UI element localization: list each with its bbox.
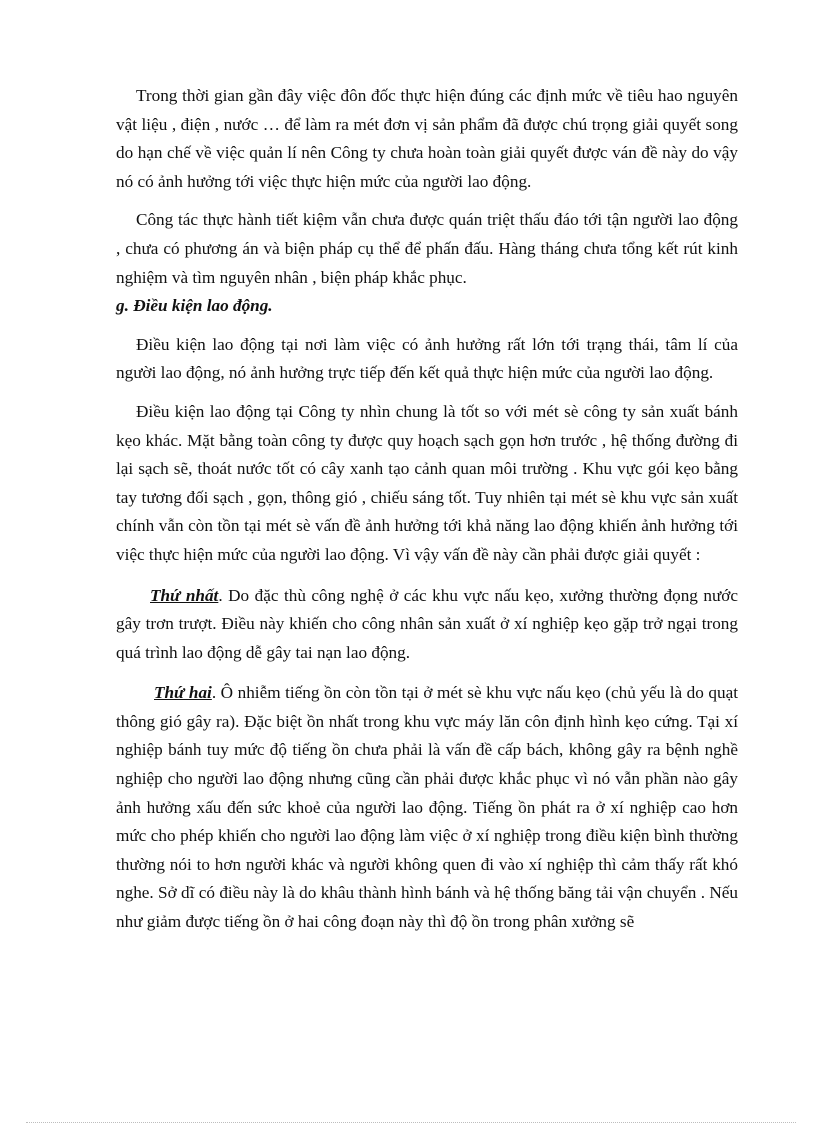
paragraph-point-one bbox=[116, 582, 738, 668]
section-heading: g. Điều kiện lao động. bbox=[116, 296, 273, 316]
paragraph-working-conditions: Điều kiện lao động tại nơi làm việc có ảnh hưởng rất lớn tới trạng thái, tâm lí của người lao động, nó ảnh hưởng trực tiếp đến kết quả thực hiện mức của người lao động. bbox=[116, 334, 738, 383]
point-two-text: . Ô nhiễm tiếng ồn còn tồn tại ở mét sè khu vực nấu kẹo (chủ yếu là do quạt thông gió gây ra). Đặc biệt ồn nhất trong khu vực máy lăn côn định hình kẹo cứng. Tại xí nghiệp bánh tuy mức độ tiếng ồn chưa phải là vấn đề cấp bách, không gây ra bệnh nghề nghiệp cho người lao động nhưng cũng cần phải được khắc phục vì nó vẫn phần nào gây ảnh hưởng xấu đến sức khoẻ của người lao động. Tiếng ồn phát ra ở xí nghiệp cao hơn mức cho phép khiến cho người lao động làm việc ở xí nghiệp trong điều kiện bình thường thường nói to hơn người khác và người không quen đi vào xí nghiệp thì cảm thấy rất khó nghe. Sở dĩ có điều này là do khâu thành hình bánh và hệ thống băng tải vận chuyển . Nếu như giảm được tiếng ồn ở hai công đoạn này thì độ ồn trong phân xưởng sẽ bbox=[116, 683, 738, 932]
document-page bbox=[116, 82, 738, 937]
point-one-text: . Do đặc thù công nghệ ở các khu vực nấu kẹo, xưởng thường đọng nước gây trơn trượt. Điều này khiến cho công nhân sản xuất ở xí nghiệp kẹo gặp trở ngại trong quá trình lao động dễ gây tai nạn lao động. bbox=[116, 585, 739, 662]
paragraph-saving-practice: Công tác thực hành tiết kiệm vẫn chưa được quán triệt thấu đáo tới tận người lao động , chưa có phương án và biện pháp cụ thể để phấn đấu. Hàng tháng chưa tổng kết rút kinh nghiệm và tìm nguyên nhân , biện pháp khắc phục. bbox=[116, 210, 738, 287]
point-one-label: Thứ nhất bbox=[150, 585, 219, 605]
paragraph-company-conditions: Điều kiện lao động tại Công ty nhìn chung là tốt so với mét sè công ty sản xuất bánh kẹo khác. Mặt bằng toàn công ty được quy hoạch sạch gọn hơn trước , hệ thống đường đi lại sạch sẽ, thoát nước tốt có cây xanh tạo cảnh quan môi trường . Khu vực gói kẹo bằng tay tương đối sạch , gọn, thông gió , chiếu sáng tốt. Tuy nhiên tại mét sè khu vực sản xuất chính vẫn còn tồn tại mét sè vấn đề ảnh hưởng tới khả năng lao động khiến ảnh hưởng tới việc thực hiện mức của người lao động. Vì vậy vấn đề này cần phải được giải quyết : bbox=[116, 401, 738, 564]
paragraph-point-two bbox=[116, 679, 738, 936]
paragraph-material-norms: Trong thời gian gần đây việc đôn đốc thực hiện đúng các định mức về tiêu hao nguyên vật liệu , điện , nước … để làm ra mét đơn vị sản phẩm đã được chú trọng giải quyết song do hạn chế về việc quản lí nên Công ty chưa hoàn toàn giải quyết được ván đề này do vậy nó có ảnh hưởng tới việc thực hiện mức của người lao động. bbox=[116, 86, 738, 191]
point-two-label: Thứ hai bbox=[154, 683, 212, 703]
